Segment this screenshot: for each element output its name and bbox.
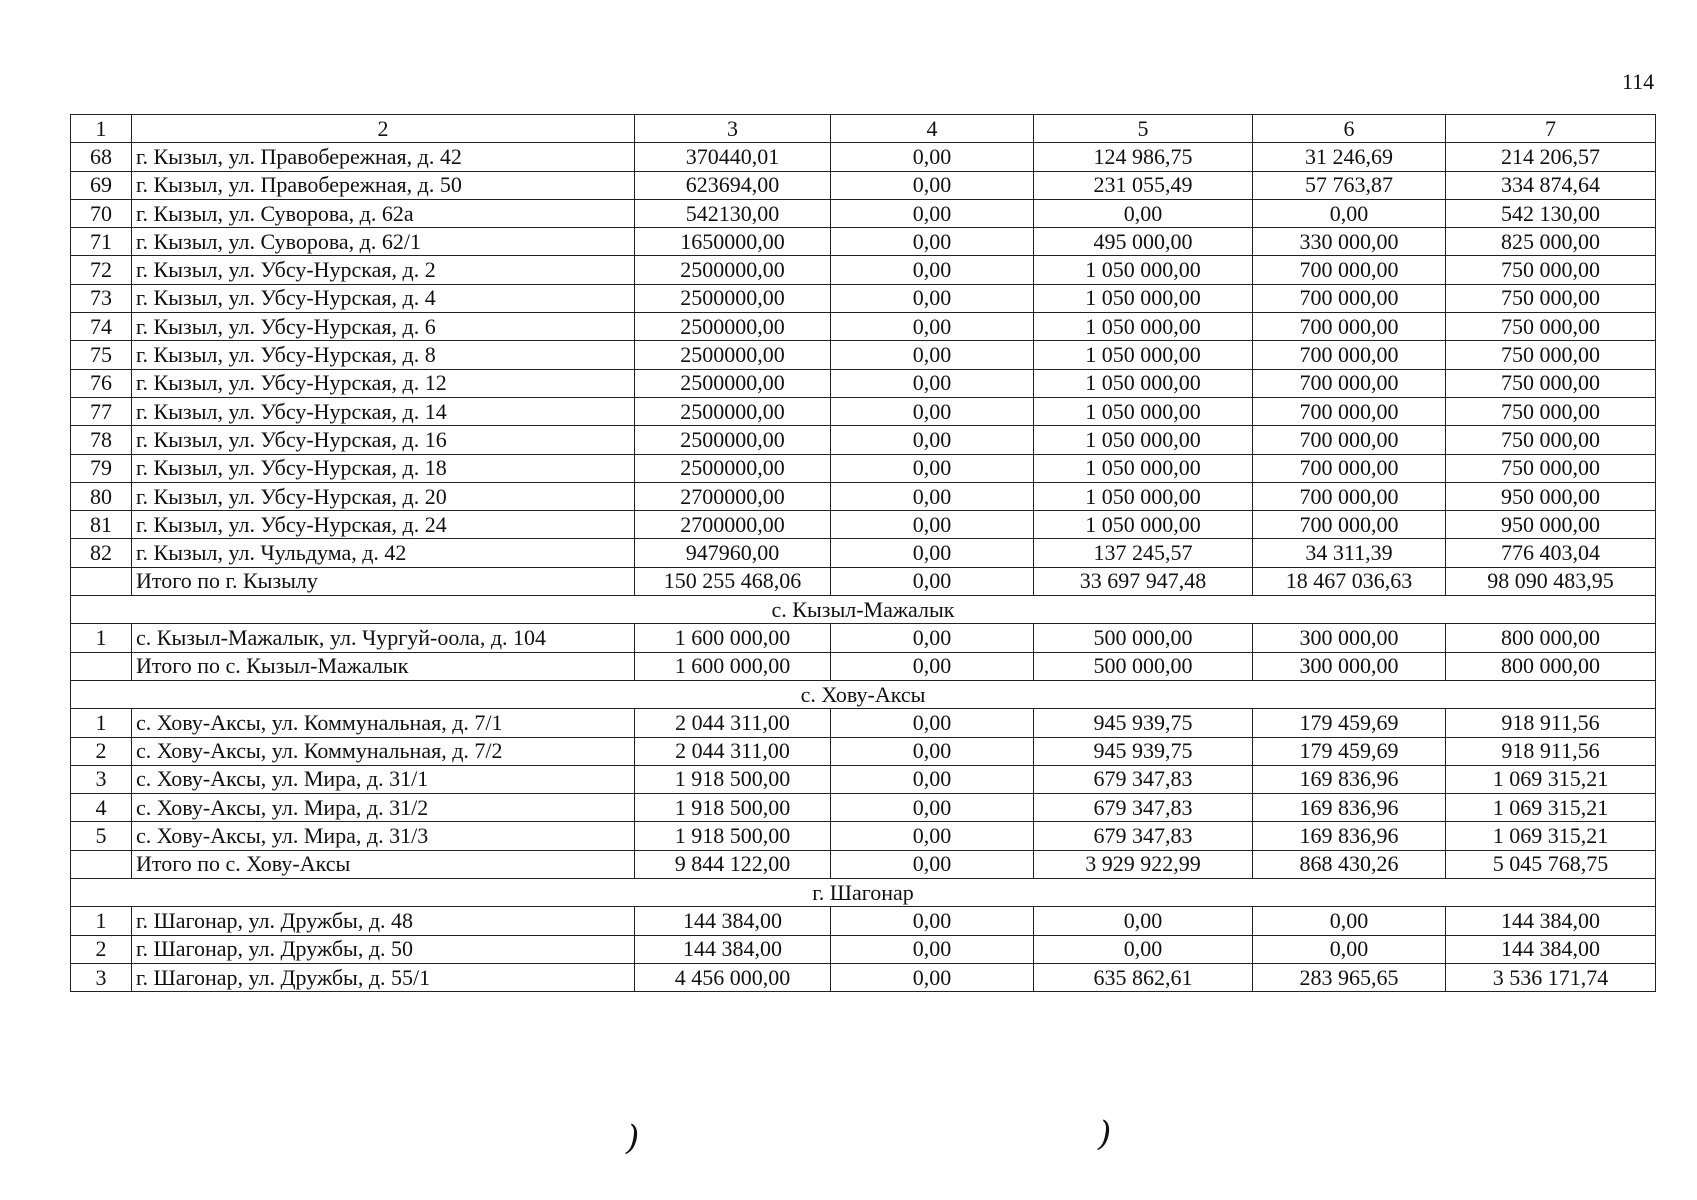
section-row — [71, 879, 1656, 907]
amount-col6: 300 000,00 — [1253, 624, 1446, 652]
amount-col7: 98 090 483,95 — [1446, 567, 1656, 595]
table-body — [71, 115, 1656, 992]
row-number: 69 — [71, 171, 132, 199]
row-number: 81 — [71, 511, 132, 539]
row-number: 71 — [71, 228, 132, 256]
row-number: 77 — [71, 397, 132, 425]
amount-col3: 150 255 468,06 — [635, 567, 831, 595]
amount-col5: 495 000,00 — [1034, 228, 1253, 256]
amount-col7: 750 000,00 — [1446, 284, 1656, 312]
amount-col3: 947960,00 — [635, 539, 831, 567]
amount-col4: 0,00 — [831, 822, 1034, 850]
table-row — [71, 794, 1656, 822]
amount-col7: 918 911,56 — [1446, 737, 1656, 765]
amount-col6: 868 430,26 — [1253, 850, 1446, 878]
amount-col3: 1 918 500,00 — [635, 822, 831, 850]
table-row — [71, 454, 1656, 482]
amount-col6: 700 000,00 — [1253, 284, 1446, 312]
amount-col5: 1 050 000,00 — [1034, 454, 1253, 482]
table-row — [71, 228, 1656, 256]
total-row — [71, 850, 1656, 878]
address-cell: г. Кызыл, ул. Убсу-Нурская, д. 14 — [132, 397, 635, 425]
address-cell: с. Хову-Аксы, ул. Коммунальная, д. 7/1 — [132, 709, 635, 737]
amount-col6: 700 000,00 — [1253, 454, 1446, 482]
section-row — [71, 680, 1656, 708]
amount-col7: 750 000,00 — [1446, 256, 1656, 284]
amount-col3: 1 918 500,00 — [635, 794, 831, 822]
amount-col5: 3 929 922,99 — [1034, 850, 1253, 878]
amount-col6: 700 000,00 — [1253, 341, 1446, 369]
address-cell: г. Кызыл, ул. Убсу-Нурская, д. 24 — [132, 511, 635, 539]
table-row — [71, 822, 1656, 850]
address-cell: Итого по с. Кызыл-Мажалык — [132, 652, 635, 680]
amount-col4: 0,00 — [831, 765, 1034, 793]
budget-table — [70, 114, 1656, 992]
section-title: г. Шагонар — [71, 879, 1656, 907]
amount-col5: 1 050 000,00 — [1034, 511, 1253, 539]
amount-col6: 700 000,00 — [1253, 482, 1446, 510]
row-number: 76 — [71, 369, 132, 397]
amount-col6: 300 000,00 — [1253, 652, 1446, 680]
row-number: 82 — [71, 539, 132, 567]
amount-col7: 1 069 315,21 — [1446, 822, 1656, 850]
row-number: 79 — [71, 454, 132, 482]
amount-col4: 0,00 — [831, 426, 1034, 454]
address-cell: Итого по с. Хову-Аксы — [132, 850, 635, 878]
table-row — [71, 313, 1656, 341]
table-row — [71, 935, 1656, 963]
amount-col3: 9 844 122,00 — [635, 850, 831, 878]
amount-col7: 750 000,00 — [1446, 454, 1656, 482]
amount-col7: 750 000,00 — [1446, 313, 1656, 341]
table-row — [71, 143, 1656, 171]
header-row — [71, 115, 1656, 143]
amount-col3: 2500000,00 — [635, 454, 831, 482]
table-row — [71, 765, 1656, 793]
row-number — [71, 850, 132, 878]
page-number: 114 — [1622, 69, 1655, 94]
amount-col3: 2500000,00 — [635, 313, 831, 341]
amount-col4: 0,00 — [831, 482, 1034, 510]
amount-col7: 1 069 315,21 — [1446, 794, 1656, 822]
address-cell: г. Шагонар, ул. Дружбы, д. 48 — [132, 907, 635, 935]
header-cell: 3 — [635, 115, 831, 143]
amount-col3: 2 044 311,00 — [635, 709, 831, 737]
amount-col3: 2700000,00 — [635, 482, 831, 510]
amount-col6: 179 459,69 — [1253, 737, 1446, 765]
address-cell: г. Кызыл, ул. Убсу-Нурская, д. 2 — [132, 256, 635, 284]
amount-col3: 1 918 500,00 — [635, 765, 831, 793]
amount-col5: 679 347,83 — [1034, 822, 1253, 850]
amount-col4: 0,00 — [831, 935, 1034, 963]
table-row — [71, 199, 1656, 227]
section-title: с. Хову-Аксы — [71, 680, 1656, 708]
amount-col5: 679 347,83 — [1034, 794, 1253, 822]
amount-col4: 0,00 — [831, 567, 1034, 595]
amount-col7: 950 000,00 — [1446, 482, 1656, 510]
amount-col4: 0,00 — [831, 737, 1034, 765]
amount-col5: 0,00 — [1034, 199, 1253, 227]
amount-col3: 623694,00 — [635, 171, 831, 199]
address-cell: с. Хову-Аксы, ул. Мира, д. 31/2 — [132, 794, 635, 822]
row-number: 80 — [71, 482, 132, 510]
table-row — [71, 624, 1656, 652]
row-number: 68 — [71, 143, 132, 171]
amount-col6: 0,00 — [1253, 199, 1446, 227]
amount-col4: 0,00 — [831, 143, 1034, 171]
amount-col5: 945 939,75 — [1034, 737, 1253, 765]
amount-col7: 5 045 768,75 — [1446, 850, 1656, 878]
amount-col7: 144 384,00 — [1446, 907, 1656, 935]
amount-col5: 231 055,49 — [1034, 171, 1253, 199]
amount-col3: 4 456 000,00 — [635, 963, 831, 991]
amount-col3: 370440,01 — [635, 143, 831, 171]
amount-col6: 700 000,00 — [1253, 397, 1446, 425]
amount-col4: 0,00 — [831, 341, 1034, 369]
amount-col5: 1 050 000,00 — [1034, 256, 1253, 284]
amount-col4: 0,00 — [831, 539, 1034, 567]
amount-col6: 330 000,00 — [1253, 228, 1446, 256]
amount-col4: 0,00 — [831, 313, 1034, 341]
amount-col5: 945 939,75 — [1034, 709, 1253, 737]
amount-col3: 2500000,00 — [635, 256, 831, 284]
amount-col4: 0,00 — [831, 369, 1034, 397]
table-row — [71, 369, 1656, 397]
row-number: 74 — [71, 313, 132, 341]
row-number — [71, 652, 132, 680]
amount-col4: 0,00 — [831, 199, 1034, 227]
total-row — [71, 652, 1656, 680]
amount-col4: 0,00 — [831, 963, 1034, 991]
amount-col6: 700 000,00 — [1253, 511, 1446, 539]
amount-col7: 750 000,00 — [1446, 341, 1656, 369]
amount-col6: 179 459,69 — [1253, 709, 1446, 737]
amount-col4: 0,00 — [831, 284, 1034, 312]
amount-col5: 124 986,75 — [1034, 143, 1253, 171]
amount-col7: 542 130,00 — [1446, 199, 1656, 227]
amount-col7: 950 000,00 — [1446, 511, 1656, 539]
address-cell: с. Кызыл-Мажалык, ул. Чургуй-оола, д. 104 — [132, 624, 635, 652]
amount-col3: 2500000,00 — [635, 426, 831, 454]
amount-col4: 0,00 — [831, 511, 1034, 539]
amount-col6: 169 836,96 — [1253, 765, 1446, 793]
address-cell: с. Хову-Аксы, ул. Коммунальная, д. 7/2 — [132, 737, 635, 765]
amount-col4: 0,00 — [831, 228, 1034, 256]
address-cell: г. Кызыл, ул. Убсу-Нурская, д. 8 — [132, 341, 635, 369]
amount-col4: 0,00 — [831, 171, 1034, 199]
row-number: 70 — [71, 199, 132, 227]
table-row — [71, 426, 1656, 454]
total-row — [71, 567, 1656, 595]
amount-col7: 800 000,00 — [1446, 624, 1656, 652]
amount-col5: 137 245,57 — [1034, 539, 1253, 567]
header-cell: 5 — [1034, 115, 1253, 143]
amount-col7: 750 000,00 — [1446, 369, 1656, 397]
table-row — [71, 256, 1656, 284]
amount-col7: 776 403,04 — [1446, 539, 1656, 567]
address-cell: г. Кызыл, ул. Суворова, д. 62а — [132, 199, 635, 227]
amount-col6: 0,00 — [1253, 907, 1446, 935]
amount-col6: 700 000,00 — [1253, 313, 1446, 341]
amount-col3: 2500000,00 — [635, 284, 831, 312]
table-row — [71, 963, 1656, 991]
amount-col6: 18 467 036,63 — [1253, 567, 1446, 595]
amount-col7: 334 874,64 — [1446, 171, 1656, 199]
amount-col4: 0,00 — [831, 624, 1034, 652]
amount-col5: 1 050 000,00 — [1034, 284, 1253, 312]
row-number: 3 — [71, 765, 132, 793]
amount-col7: 144 384,00 — [1446, 935, 1656, 963]
amount-col5: 500 000,00 — [1034, 624, 1253, 652]
row-number: 1 — [71, 624, 132, 652]
amount-col4: 0,00 — [831, 397, 1034, 425]
amount-col6: 169 836,96 — [1253, 794, 1446, 822]
amount-col5: 0,00 — [1034, 935, 1253, 963]
amount-col5: 1 050 000,00 — [1034, 426, 1253, 454]
amount-col5: 679 347,83 — [1034, 765, 1253, 793]
table-row — [71, 482, 1656, 510]
amount-col7: 3 536 171,74 — [1446, 963, 1656, 991]
address-cell: г. Шагонар, ул. Дружбы, д. 50 — [132, 935, 635, 963]
amount-col3: 1 600 000,00 — [635, 652, 831, 680]
row-number: 72 — [71, 256, 132, 284]
table-row — [71, 171, 1656, 199]
amount-col5: 33 697 947,48 — [1034, 567, 1253, 595]
table-row — [71, 397, 1656, 425]
amount-col7: 214 206,57 — [1446, 143, 1656, 171]
amount-col3: 1650000,00 — [635, 228, 831, 256]
amount-col4: 0,00 — [831, 652, 1034, 680]
amount-col5: 1 050 000,00 — [1034, 397, 1253, 425]
amount-col5: 1 050 000,00 — [1034, 341, 1253, 369]
amount-col3: 2500000,00 — [635, 369, 831, 397]
amount-col5: 0,00 — [1034, 907, 1253, 935]
table-row — [71, 539, 1656, 567]
address-cell: г. Кызыл, ул. Убсу-Нурская, д. 18 — [132, 454, 635, 482]
address-cell: Итого по г. Кызылу — [132, 567, 635, 595]
amount-col7: 918 911,56 — [1446, 709, 1656, 737]
amount-col6: 0,00 — [1253, 935, 1446, 963]
table-row — [71, 341, 1656, 369]
row-number: 78 — [71, 426, 132, 454]
row-number — [71, 567, 132, 595]
row-number: 2 — [71, 737, 132, 765]
signature-mark: ) — [1098, 1114, 1112, 1154]
amount-col6: 283 965,65 — [1253, 963, 1446, 991]
amount-col5: 1 050 000,00 — [1034, 369, 1253, 397]
table-row — [71, 511, 1656, 539]
amount-col3: 2700000,00 — [635, 511, 831, 539]
address-cell: г. Кызыл, ул. Суворова, д. 62/1 — [132, 228, 635, 256]
amount-col6: 700 000,00 — [1253, 369, 1446, 397]
header-cell: 4 — [831, 115, 1034, 143]
address-cell: г. Кызыл, ул. Чульдума, д. 42 — [132, 539, 635, 567]
table-row — [71, 284, 1656, 312]
header-cell: 1 — [71, 115, 132, 143]
header-cell: 2 — [132, 115, 635, 143]
amount-col3: 144 384,00 — [635, 907, 831, 935]
amount-col5: 500 000,00 — [1034, 652, 1253, 680]
address-cell: г. Кызыл, ул. Убсу-Нурская, д. 12 — [132, 369, 635, 397]
address-cell: г. Кызыл, ул. Правобережная, д. 50 — [132, 171, 635, 199]
amount-col4: 0,00 — [831, 709, 1034, 737]
amount-col6: 700 000,00 — [1253, 256, 1446, 284]
amount-col4: 0,00 — [831, 850, 1034, 878]
address-cell: г. Кызыл, ул. Убсу-Нурская, д. 6 — [132, 313, 635, 341]
section-title: с. Кызыл-Мажалык — [71, 596, 1656, 624]
amount-col6: 57 763,87 — [1253, 171, 1446, 199]
address-cell: г. Шагонар, ул. Дружбы, д. 55/1 — [132, 963, 635, 991]
amount-col6: 31 246,69 — [1253, 143, 1446, 171]
section-row — [71, 596, 1656, 624]
address-cell: с. Хову-Аксы, ул. Мира, д. 31/3 — [132, 822, 635, 850]
row-number: 73 — [71, 284, 132, 312]
row-number: 3 — [71, 963, 132, 991]
row-number: 5 — [71, 822, 132, 850]
amount-col6: 700 000,00 — [1253, 426, 1446, 454]
amount-col7: 1 069 315,21 — [1446, 765, 1656, 793]
amount-col3: 2500000,00 — [635, 341, 831, 369]
row-number: 1 — [71, 907, 132, 935]
amount-col3: 542130,00 — [635, 199, 831, 227]
amount-col4: 0,00 — [831, 256, 1034, 284]
signature-mark: ) — [626, 1118, 640, 1158]
amount-col5: 635 862,61 — [1034, 963, 1253, 991]
amount-col5: 1 050 000,00 — [1034, 482, 1253, 510]
header-cell: 6 — [1253, 115, 1446, 143]
address-cell: г. Кызыл, ул. Убсу-Нурская, д. 20 — [132, 482, 635, 510]
amount-col3: 2500000,00 — [635, 397, 831, 425]
amount-col7: 750 000,00 — [1446, 426, 1656, 454]
address-cell: с. Хову-Аксы, ул. Мира, д. 31/1 — [132, 765, 635, 793]
header-cell: 7 — [1446, 115, 1656, 143]
amount-col7: 800 000,00 — [1446, 652, 1656, 680]
address-cell: г. Кызыл, ул. Правобережная, д. 42 — [132, 143, 635, 171]
amount-col3: 144 384,00 — [635, 935, 831, 963]
amount-col3: 1 600 000,00 — [635, 624, 831, 652]
amount-col6: 34 311,39 — [1253, 539, 1446, 567]
amount-col3: 2 044 311,00 — [635, 737, 831, 765]
amount-col7: 825 000,00 — [1446, 228, 1656, 256]
amount-col4: 0,00 — [831, 794, 1034, 822]
amount-col4: 0,00 — [831, 454, 1034, 482]
address-cell: г. Кызыл, ул. Убсу-Нурская, д. 16 — [132, 426, 635, 454]
amount-col7: 750 000,00 — [1446, 397, 1656, 425]
table-row — [71, 737, 1656, 765]
amount-col5: 1 050 000,00 — [1034, 313, 1253, 341]
row-number: 75 — [71, 341, 132, 369]
row-number: 2 — [71, 935, 132, 963]
row-number: 1 — [71, 709, 132, 737]
amount-col6: 169 836,96 — [1253, 822, 1446, 850]
table-row — [71, 907, 1656, 935]
row-number: 4 — [71, 794, 132, 822]
address-cell: г. Кызыл, ул. Убсу-Нурская, д. 4 — [132, 284, 635, 312]
amount-col4: 0,00 — [831, 907, 1034, 935]
table-row — [71, 709, 1656, 737]
